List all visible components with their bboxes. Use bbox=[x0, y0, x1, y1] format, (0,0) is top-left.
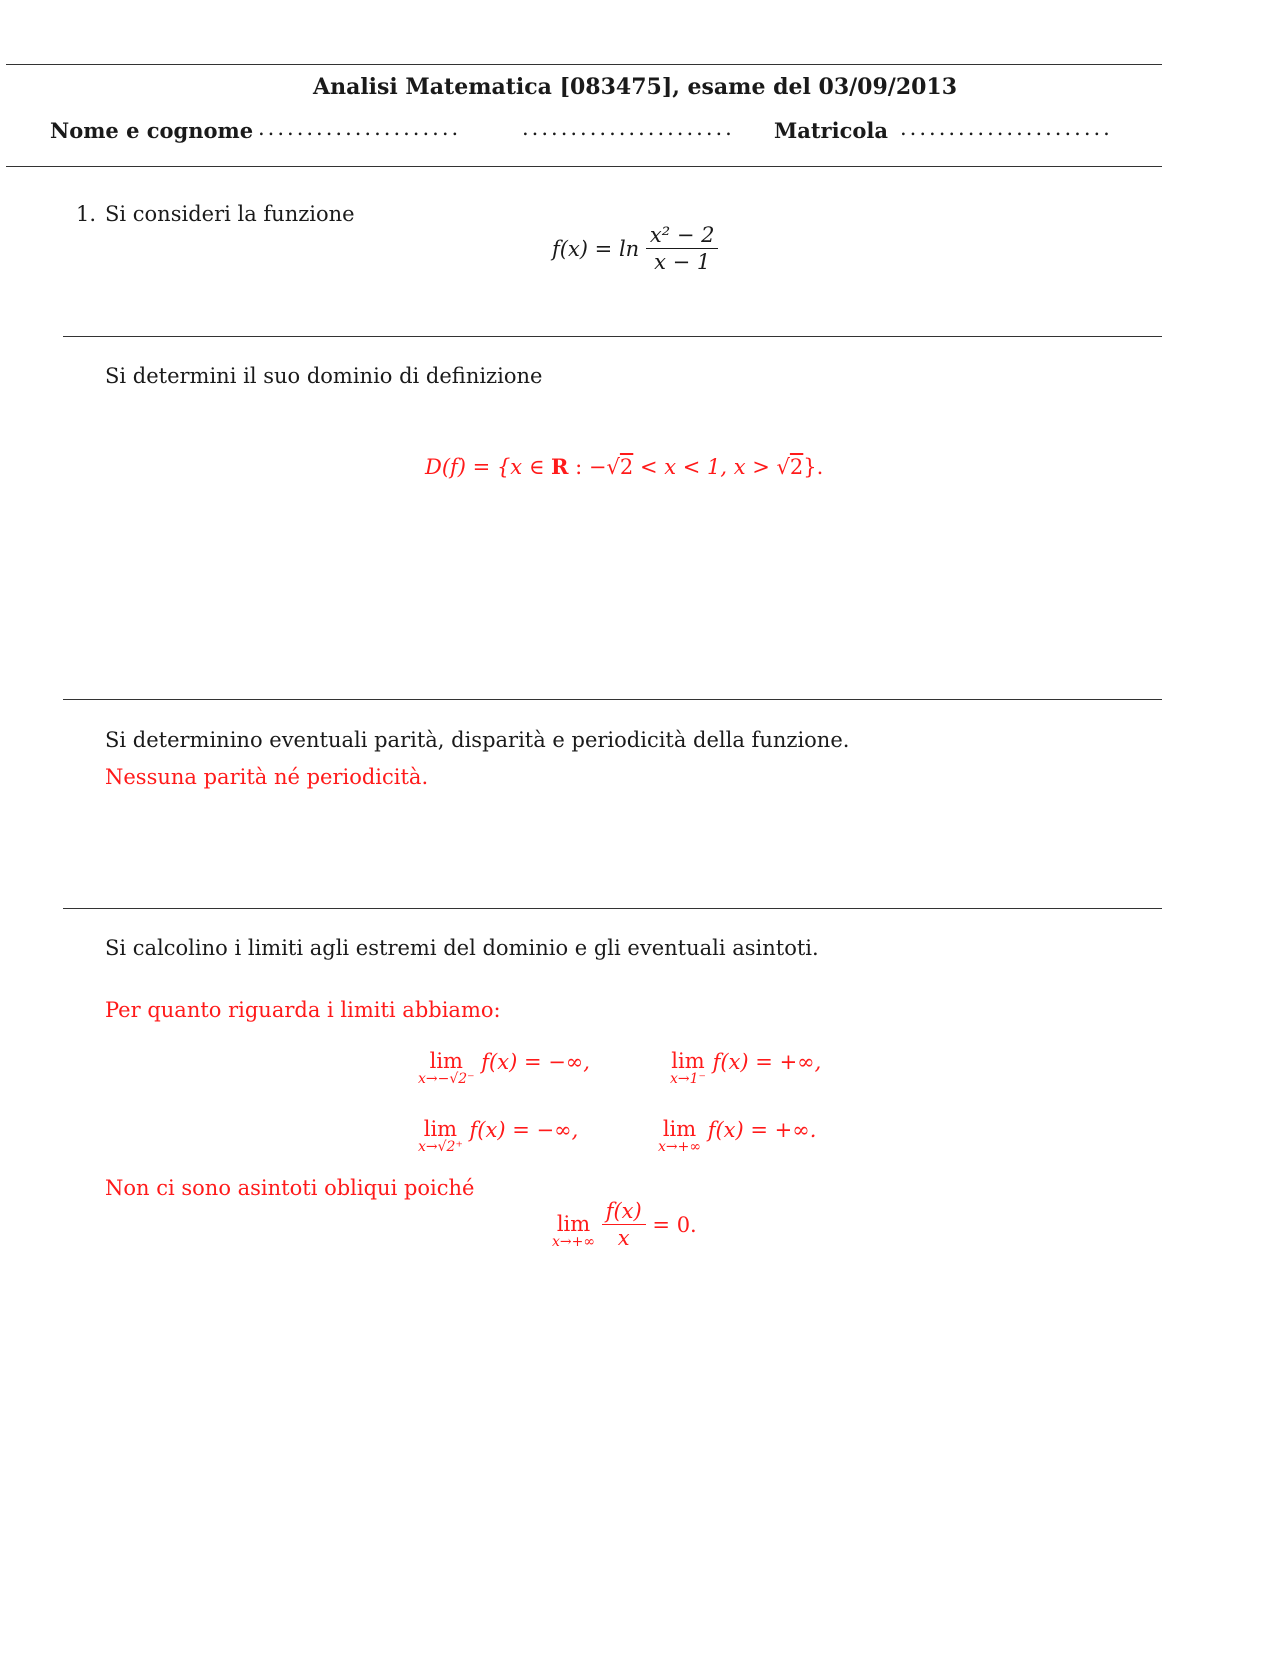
limit-4-expr: f(x) = +∞. bbox=[707, 1118, 817, 1142]
limit-3-operator bbox=[418, 1118, 463, 1155]
parity-answer: Nessuna parità né periodicità. bbox=[105, 765, 429, 789]
exercise-intro: Si consideri la funzione bbox=[105, 202, 355, 226]
domain-answer-mid: : −√ bbox=[568, 455, 620, 479]
function-definition bbox=[552, 222, 718, 276]
limit-1-expr: f(x) = −∞, bbox=[481, 1050, 590, 1074]
limit-3-sub: x→√2⁺ bbox=[418, 1139, 463, 1156]
limit-5-operator bbox=[552, 1213, 595, 1250]
domain-answer-pre: D(f) = {x ∈ bbox=[425, 455, 552, 479]
domain-answer-end: }. bbox=[803, 455, 824, 479]
limit-2-operator bbox=[670, 1050, 706, 1087]
limit-1-lim: lim bbox=[429, 1049, 463, 1073]
parity-question: Si determinino eventuali parità, disparità e periodicità della funzione. bbox=[105, 728, 850, 752]
limit-5-lim: lim bbox=[556, 1212, 591, 1237]
name-dots: ..................... bbox=[258, 116, 462, 140]
function-numerator: x² − 2 bbox=[646, 222, 719, 249]
domain-answer-radicand-2: 2 bbox=[789, 455, 804, 479]
limit-5-sub: x→+∞ bbox=[552, 1234, 596, 1251]
name-label: Nome e cognome bbox=[50, 118, 254, 143]
exam-title: Analisi Matematica [083475], esame del 03/09/2013 bbox=[313, 74, 958, 100]
domain-question: Si determini il suo dominio di definizione bbox=[105, 364, 543, 388]
limit-3-expr: f(x) = −∞, bbox=[469, 1118, 579, 1142]
limit-5 bbox=[552, 1198, 697, 1252]
limit-3 bbox=[418, 1118, 578, 1155]
limits-question: Si calcolino i limiti agli estremi del dominio e gli eventuali asintoti. bbox=[105, 936, 819, 960]
limit-4-sub: x→+∞ bbox=[658, 1139, 702, 1156]
limit-5-numerator: f(x) bbox=[602, 1198, 646, 1225]
limit-1 bbox=[418, 1050, 590, 1087]
limit-2-expr: f(x) = +∞, bbox=[712, 1050, 822, 1074]
limit-4 bbox=[658, 1118, 816, 1155]
domain-answer-mid2: < x < 1, x > √ bbox=[633, 455, 790, 479]
limit-2 bbox=[670, 1050, 821, 1087]
limit-5-fraction bbox=[602, 1198, 646, 1252]
section-rule-1 bbox=[63, 336, 1162, 337]
limit-4-operator bbox=[658, 1118, 701, 1155]
limit-1-sub: x→−√2⁻ bbox=[418, 1071, 475, 1088]
header-top-rule bbox=[6, 64, 1162, 65]
limit-5-denominator: x bbox=[617, 1226, 630, 1251]
limit-3-lim: lim bbox=[423, 1117, 458, 1141]
limits-intro: Per quanto riguarda i limiti abbiamo: bbox=[105, 998, 501, 1022]
limit-2-sub: x→1⁻ bbox=[670, 1071, 706, 1088]
function-fraction bbox=[646, 222, 719, 276]
oblique-text: Non ci sono asintoti obliqui poiché bbox=[105, 1176, 475, 1200]
limit-1-operator bbox=[418, 1050, 475, 1087]
domain-answer bbox=[425, 454, 823, 479]
function-denominator: x − 1 bbox=[654, 250, 711, 275]
name-dots-2: ...................... bbox=[522, 116, 735, 140]
limit-4-lim: lim bbox=[662, 1117, 697, 1141]
exercise-number: 1. bbox=[76, 202, 97, 226]
domain-answer-reals: R bbox=[551, 454, 569, 479]
matricola-dots: ...................... bbox=[900, 116, 1113, 140]
section-rule-3 bbox=[63, 908, 1162, 909]
limit-5-rhs: = 0. bbox=[652, 1212, 697, 1237]
domain-answer-radicand-1: 2 bbox=[619, 455, 634, 479]
limit-2-lim: lim bbox=[671, 1049, 705, 1073]
section-rule-2 bbox=[63, 699, 1162, 700]
matricola-label: Matricola bbox=[774, 118, 888, 143]
function-lhs: f(x) = ln bbox=[552, 236, 640, 261]
header-bottom-rule bbox=[6, 166, 1162, 167]
